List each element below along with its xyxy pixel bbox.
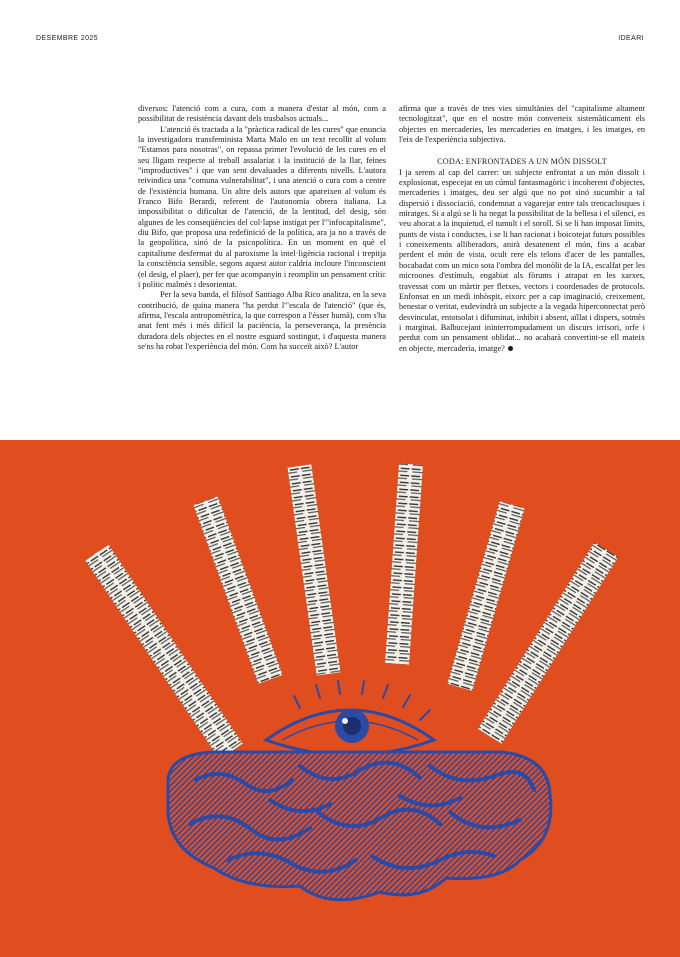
paragraph-1: diversos: l'atenció com a cura, com a manera d'estar al món, com a possibilitat de resistència davant dels trasbalsos actuals... — [138, 104, 386, 124]
end-of-article-mark — [508, 346, 513, 351]
paragraph-5 — [399, 168, 645, 354]
ray-strip-1 — [85, 545, 242, 760]
ray-strip-5 — [447, 501, 524, 691]
paragraph-3: Per la seva banda, el filòsof Santiago Alba Rico analitza, en la seva contribució, de quina manera "ha perdut l'"escala de l'atenció" (que és, afirma, l'escala antropomètrica, la que correspon a l'ésser humà), com s'ha anat fent més i més difícil la paciència, la perseverança, la presència duradora dels objectes en el nostre esguard sostingut, i d'aquesta manera se'ns ha robat l'experiència del món. Com ha succeït això? L'autor — [138, 290, 386, 351]
illustration-eye-brain — [0, 440, 680, 957]
running-header-date: DESEMBRE 2025 — [36, 35, 99, 42]
brain-icon — [168, 752, 551, 900]
article-column-right — [399, 104, 645, 354]
running-header-section: IDEARI — [618, 35, 644, 42]
paragraph-4: afirma que a través de tres vies simultànies del "capitalisme altament tecnologitzat", que en el nostre món converteix sistemàticament els objectes en mercaderies, les mercaderies en imatges, i les imatges, en l'eix de l'experiència subjectiva. — [399, 104, 645, 145]
paragraph-2: L'atenció és tractada a la "pràctica radical de les cures" que enuncia la investigadora transfeminista Marta Malo en un text recollit al volum "Estamos para nosotras", on repassa primer l'evolució de les cures en el seu lligam respecte al treball assalariat i la institució de la llar, feines "improductives" i que van sent devaluades a diferents nivells. L'autora reivindica una "comuna vulnerabilitat", i una atenció o cura com a centre de l'existència humana. Un altre dels autors que apareixen al volum és Franco Bifo Berardi, referent de l'autonomia obrera italiana. La impossibilitat o dificultat de l'atenció, de la lentitud, del desig, són algunes de les conseqüències del col·lapse instigat per l'"infocapitalisme", diu Bifo, que proposa una redefinició de la política, ara ja no a través de la geopolítica, sinó de la psicopolítica. En un moment en què el capitalisme desfermat du al paroxisme la intel·ligència racional i trepitja la consciència sensible, segons aquest autor caldria incloure l'inconscient (el desig, el plaer), per fer que acompanyin i reomplin un pensament crític i polític malmès i desorientat. — [138, 124, 386, 289]
ray-strip-3 — [288, 464, 341, 675]
section-subheading: CODA: ENFRONTADES A UN MÓN DISSOLT — [437, 157, 607, 167]
eye-icon — [266, 681, 434, 755]
illustration-art — [0, 440, 680, 957]
ray-strip-2 — [193, 496, 282, 683]
ray-strip-4 — [385, 463, 423, 664]
article-column-left — [138, 104, 386, 352]
paragraph-5-text: I ja serem al cap del carrer: un subjecte enfrontat a un món dissolt i explosionat, especejat en un cúmul fantasmagòric i incoherent d'objectes, mercaderies i imatges, deu ser algú que no pot sinó sucumbir a tal dispersió i dissociació, condemnat a vagarejar entre tals trencaclosques i miratges. Si a algú se li ha negat la possibilitat de la bellesa i el silenci, es veu abocat a la inquietud, el tumult i el soroll. Si se li han imposat límits, punts de vista i conductes, i se li han racionat i boicotejat futurs possibles i coneixements alliberadors, anirà desatenent el món, fins a acabar perdent el món de vista, ocult rere els telons d'acer de les pantalles, bocabadat com un mico sota l'ombra del monòlit de la IA, escalfat per les microones d'estímuls, engabiat als fòrums i atrapat en les xarxes, travessat com un màrtir per fletxes, vectors i coordenades de protocols. Enfonsat en un medi inhòspit, eixorc per a cap imaginació, creixement, benestar o veritat, esdevindrà un subjecte a la vegada hiperconnectat però desvinculat, entotsolat i difuminat, inhibit i absent, aïllat i dispers, sotmès i marginat. Balbucejant ininterrompudament un discurs irrisori, orfe i perdut com un pensament oblidat... no acabarà convertint-se ell mateix en objecte, mercaderia, imatge? — [399, 167, 645, 353]
